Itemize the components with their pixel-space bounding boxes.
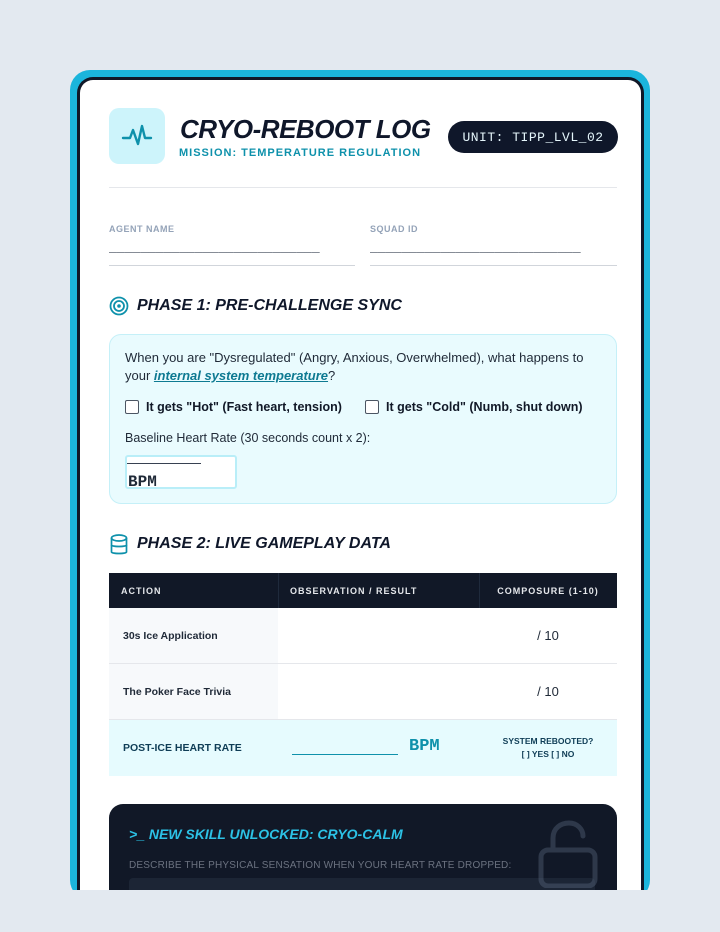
page-subtitle: MISSION: TEMPERATURE REGULATION	[179, 147, 422, 159]
table-header	[109, 573, 617, 608]
question-text: When you are "Dysregulated" (Angry, Anxious, Overwhelmed), what happens to your	[125, 350, 584, 383]
column-divider	[278, 573, 279, 608]
post-ice-label: POST-ICE HEART RATE	[123, 742, 242, 754]
system-rebooted	[479, 735, 617, 761]
skill-description-label: DESCRIBE THE PHYSICAL SENSATION WHEN YOUR HEART RATE DROPPED:	[129, 860, 512, 871]
observation-cell[interactable]	[278, 608, 479, 663]
column-header-composure: COMPOSURE (1-10)	[497, 585, 599, 596]
hot-checkbox[interactable]	[125, 400, 139, 414]
question-suffix: ?	[328, 368, 336, 383]
observation-cell[interactable]	[278, 664, 479, 719]
column-header-observation: OBSERVATION / RESULT	[290, 585, 418, 596]
header-divider	[109, 187, 617, 188]
phase1-title: PHASE 1: PRE-CHALLENGE SYNC	[137, 297, 402, 314]
phase1-panel	[109, 334, 617, 504]
post-ice-heart-rate-input[interactable]	[292, 754, 398, 755]
bpm-unit: BPM	[128, 473, 157, 491]
agent-name-label: AGENT NAME	[109, 224, 175, 234]
bpm-blank-line	[127, 463, 201, 464]
database-icon	[110, 534, 128, 556]
phase2-title: PHASE 2: LIVE GAMEPLAY DATA	[137, 535, 391, 552]
page-title: CRYO-REBOOT LOG	[180, 114, 431, 144]
unlock-icon	[537, 820, 599, 888]
column-header-action: ACTION	[121, 585, 162, 596]
composure-cell[interactable]: / 10	[537, 684, 559, 699]
composure-cell[interactable]: / 10	[537, 628, 559, 643]
squad-id-label: SQUAD ID	[370, 224, 419, 234]
skill-unlocked-title: >_ NEW SKILL UNLOCKED: CRYO-CALM	[129, 826, 403, 842]
log-card	[77, 77, 644, 892]
squad-id-underline	[370, 265, 617, 266]
post-ice-bpm-unit: BPM	[409, 737, 440, 756]
target-icon	[109, 296, 129, 316]
phase1-question	[125, 349, 610, 385]
logo	[109, 108, 165, 164]
system-rebooted-question: SYSTEM REBOOTED?	[502, 736, 594, 746]
baseline-heart-rate-label: Baseline Heart Rate (30 seconds count x 2):	[125, 431, 371, 445]
table-row	[109, 664, 617, 720]
agent-name-underline	[109, 265, 355, 266]
cold-option-label: It gets "Cold" (Numb, shut down)	[386, 400, 583, 414]
pulse-icon	[121, 122, 153, 150]
unit-badge: UNIT: TIPP_LVL_02	[448, 121, 618, 153]
baseline-heart-rate-input[interactable]	[125, 455, 237, 489]
question-link[interactable]: internal system temperature	[153, 368, 329, 383]
agent-name-field[interactable]: ___________________________	[109, 240, 320, 255]
cold-checkbox[interactable]	[365, 400, 379, 414]
page-background	[0, 890, 720, 932]
squad-id-field[interactable]: ___________________________	[370, 240, 581, 255]
table-row	[109, 608, 617, 664]
row-action: 30s Ice Application	[109, 608, 278, 663]
row-action: The Poker Face Trivia	[109, 664, 278, 719]
system-rebooted-options[interactable]: [ ] YES [ ] NO	[521, 749, 575, 759]
post-ice-row	[109, 720, 617, 776]
skill-panel	[109, 804, 617, 892]
hot-option-label: It gets "Hot" (Fast heart, tension)	[146, 400, 342, 414]
